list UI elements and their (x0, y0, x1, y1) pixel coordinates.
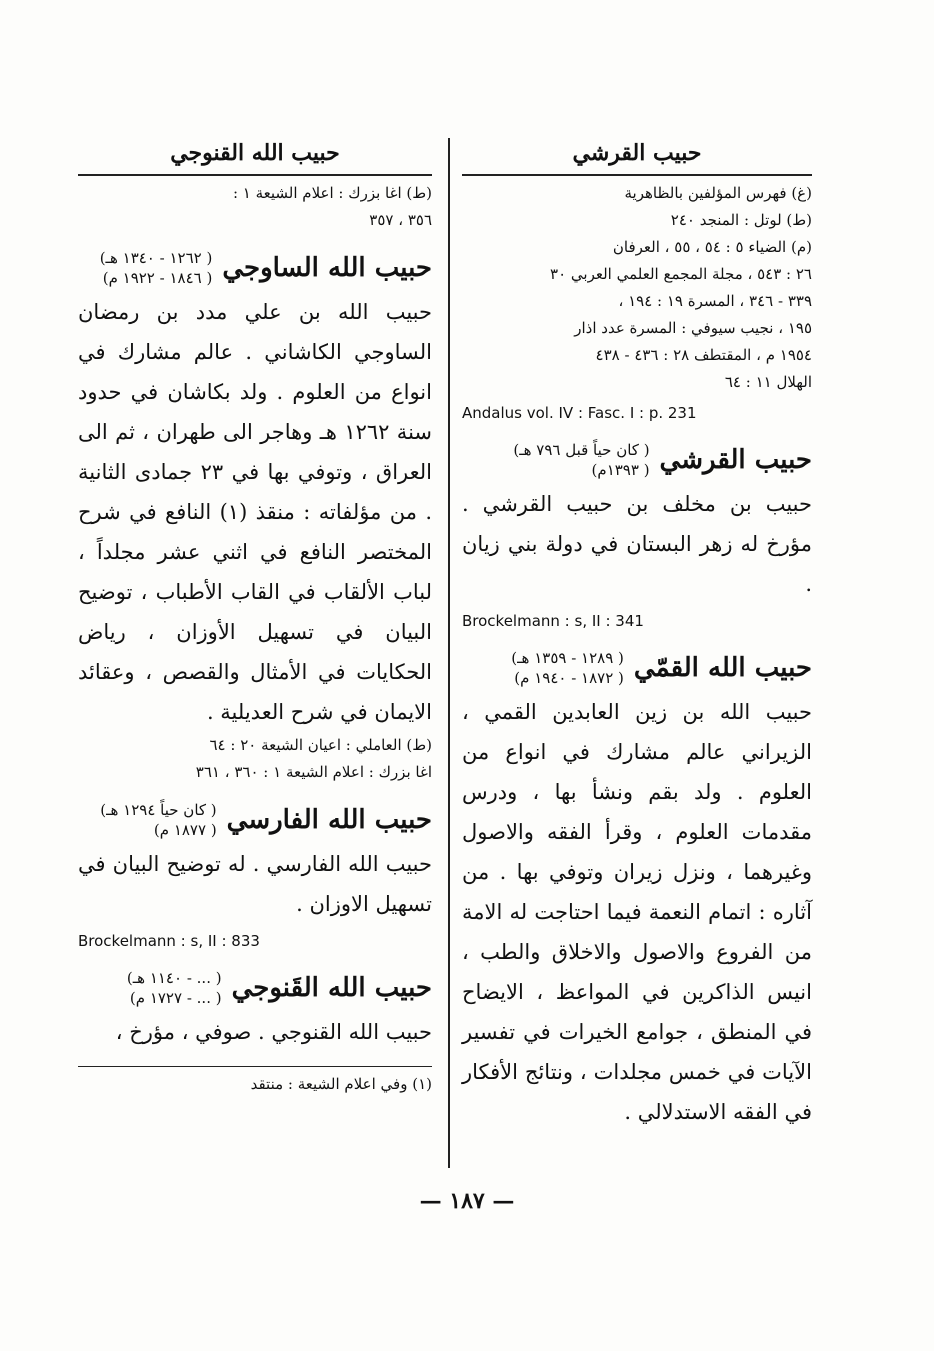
column-divider (448, 138, 450, 1168)
reference-line: (غ) فهرس المؤلفين بالظاهرية (624, 184, 812, 202)
entry-dates (100, 248, 213, 288)
entry-body: حبيب الله الفارسي . له توضيح البيان في تسهيل الاوزان . (78, 852, 432, 916)
right-column-header: حبيب القرشي (572, 140, 702, 166)
entry-name: حبيب الله الفارسي (226, 805, 432, 835)
dates-gregorian: ( ١٨٧٧ م) (153, 821, 217, 839)
latin-reference: Andalus vol. IV : Fasc. I : p. 231 (462, 404, 697, 422)
header-rule (462, 174, 812, 176)
right-top-references (462, 180, 812, 396)
dates-hijri: ( ١٢٦٢ - ١٣٤٠ هـ) (99, 249, 213, 267)
dates-hijri: ( كان حياً قبل ٧٩٦ هـ) (513, 441, 650, 459)
entry-dates (127, 968, 222, 1008)
entry-heading (78, 248, 432, 288)
entry-heading (78, 800, 432, 840)
reference-line: (ط) لوتل : المنجد ٢٤٠ (670, 211, 812, 229)
reference-line: ١٩٥٤ م ، المقتطف ٢٨ : ٤٣٦ - ٤٣٨ (595, 346, 812, 364)
reference-line: اغا بزرك : اعلام الشيعة ١ : ٣٦٠ ، ٣٦١ (195, 763, 432, 781)
entry-body: حبيب بن مخلف بن حبيب القرشي . مؤرخ له زهر البستان في دولة بني زيان . (462, 492, 812, 596)
entry-body: حبيب الله القنوجي . صوفي ، مؤرخ ، (115, 1020, 432, 1044)
entry-name: حبيب الله القمّي (633, 653, 812, 683)
reference-line: ٢٦ : ٥٤٣ ، مجلة المجمع العلمي العربي ٣٠ (550, 265, 812, 283)
page-number: — ١٨٧ — (419, 1188, 515, 1214)
latin-reference: Brockelmann : s, II : 341 (462, 612, 644, 630)
reference-line: الهلال ١١ : ٦٤ (724, 373, 812, 391)
left-column-header: حبيب الله القنوجي (170, 140, 340, 166)
entry-name: حبيب الله الساوجي (222, 253, 432, 283)
reference-line: ٣٣٩ - ٣٤٦ ، المسرة ١٩ : ١٩٤ ، (618, 292, 812, 310)
dates-hijri: ( ١٢٨٩ - ١٣٥٩ هـ) (511, 649, 624, 667)
dates-hijri: ( كان حياً ١٢٩٤ هـ) (100, 801, 217, 819)
latin-reference: Brockelmann : s, II : 833 (78, 932, 260, 950)
entry-dates (511, 648, 624, 688)
entry-references (78, 732, 432, 786)
entry-dates (100, 800, 216, 840)
dates-gregorian: ( ... - ١٧٢٧ م) (129, 989, 222, 1007)
reference-line: ٣٥٦ ، ٣٥٧ (369, 211, 432, 229)
dates-hijri: ( ... - ١١٤٠ هـ) (126, 969, 222, 987)
left-column (78, 138, 432, 1095)
entry-heading (462, 648, 812, 688)
entry-name: حبيب الله القَنوجي (231, 973, 432, 1003)
reference-line: (ط) اغا بزرك : اعلام الشيعة ١ : (232, 184, 432, 202)
dates-gregorian: ( ١٨٤٦ - ١٩٢٢ م) (102, 269, 213, 287)
reference-line: (ط) العاملي : اعيان الشيعة ٢٠ : ٦٤ (209, 736, 432, 754)
entry-body: حبيب الله بن علي مدد بن رمضان الساوجي الكاشاني . عالم مشارك في انواع من العلوم . ولد بكاشان في حدود سنة ١٢٦٢ هـ وهاجر الى طهران ، ثم الى العراق ، وتوفي بها في ٢٣ جمادى الثانية . من مؤلفاته : منقذ (١) النافع في شرح المختصر النافع في اثني عشر مجلداً ، لباب الألقاب في القاب الأطباب ، توضيح البيان في تسهيل الأوزان ، رياض الحكايات في الأمثال والقصص ، وعقائد الايمان في شرح العديلية . (78, 300, 432, 724)
entry-heading (462, 440, 812, 480)
entry-dates (513, 440, 649, 480)
right-column (462, 138, 812, 1132)
footnote-rule (78, 1066, 432, 1067)
header-rule (78, 174, 432, 176)
dates-gregorian: ( ١٨٧٢ - ١٩٤٠ م) (514, 669, 624, 687)
entry-name: حبيب القرشي (659, 445, 812, 475)
reference-line: (م) الضياء ٥ : ٥٤ ، ٥٥ ، العرفان (612, 238, 812, 256)
entry-body: حبيب الله بن زين العابدين القمي ، الزيراني عالم مشارك في انواع من العلوم . ولد بقم ونشأ بها ، ودرس مقدمات العلوم ، وقرأ الفقه والاصول وغيرهما ، ونزل زيران وتوفي بها . من آثاره : اتمام النعمة فيما احتاجت له الامة من الفروع والاصول والاخلاق والطب ، انيس الذاكرين في المواعظ ، الايضاح في المنطق ، جوامع الخيرات في تفسير الآيات في خمس مجلدات ، ونتائج الأفكار في الفقه الاستدلالي . (462, 700, 812, 1124)
footnote: (١) وفي اعلام الشيعة : منتقد (250, 1075, 432, 1093)
reference-line: ١٩٥ ، نجيب سيوفي : المسرة عدد اذار (574, 319, 812, 337)
dates-gregorian: ( ١٣٩٣م) (591, 461, 650, 479)
left-top-references (78, 180, 432, 234)
entry-heading (78, 968, 432, 1008)
